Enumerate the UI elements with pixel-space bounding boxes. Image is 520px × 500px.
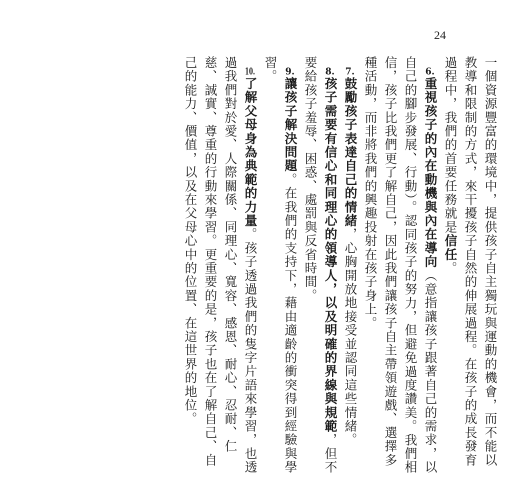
item-body-9: 。在我們的支持下，藉由適齡的衝突得到經驗與學習。 [263, 56, 298, 475]
item-number-9: 9. [285, 68, 295, 77]
intro-line-3: 要任務就是 [443, 165, 458, 235]
list-item-7 [340, 56, 360, 476]
item-body-6: （意指讓孩子跟著自己的需求，以自己的腳步發展、行動）。認同孩子的努力，但避免過度讚美。我們相信，孩子比我們更了解自己，因此我們讓孩子自主帶領遊戲、選擇多種活動，而非將我們的興趣投射在孩子身上。 [363, 56, 438, 475]
intro-paragraph [440, 56, 500, 476]
item-heading-8: 孩子需要有信心和同理心的領導人，以及明確的界線與規範 [323, 77, 338, 434]
intro-bold: 信任 [443, 234, 458, 262]
item-number-7: 7. [345, 68, 355, 77]
book-text-column [90, 56, 500, 476]
item-heading-7: 鼓勵孩子表達自己的情緒 [343, 77, 358, 228]
list-item-9 [260, 56, 300, 476]
item-heading-6: 重視孩子的內在動機與內在導向 [423, 77, 438, 269]
page-number: 24 [434, 28, 446, 42]
intro-end: 。 [443, 261, 458, 276]
item-number-8: 8. [325, 68, 335, 77]
item-heading-9: 讓孩子解決問題 [283, 77, 298, 173]
list-item-8 [300, 56, 340, 476]
list-item-6 [360, 56, 440, 476]
list-item-10 [180, 56, 260, 476]
item-body-10: 。孩子透過我們的隻字片語來學習，也透過我們對於愛、人際關係、同理心、寬容、感恩、耐心、忍耐、仁慈、誠實、尊重的行動來學習。更重要的是，孩子也在了解自己、自己的能力、價值，以及在父母心中的位置、在這世界的地位。 [183, 56, 258, 475]
item-heading-10: 了解父母身為典範的力量 [243, 77, 258, 228]
item-number-6: 6. [425, 68, 435, 77]
item-body-7: ，心胸開放地接受並認同這些情緒。 [343, 227, 358, 447]
intro-line-1: 一個資源豐富的環境中，提供孩子自主獨玩與運動的機會，而不能以教導和限 [463, 56, 498, 467]
item-body-8: ，但不要給孩子羞辱、困惑、處罰與反省時間。 [303, 56, 338, 475]
item-number-10: 10. [245, 68, 255, 77]
intro-line-2: 制的方式，來干擾孩子自然的伸展過程。在孩子的成長發育過程中，我們的首 [443, 56, 478, 468]
